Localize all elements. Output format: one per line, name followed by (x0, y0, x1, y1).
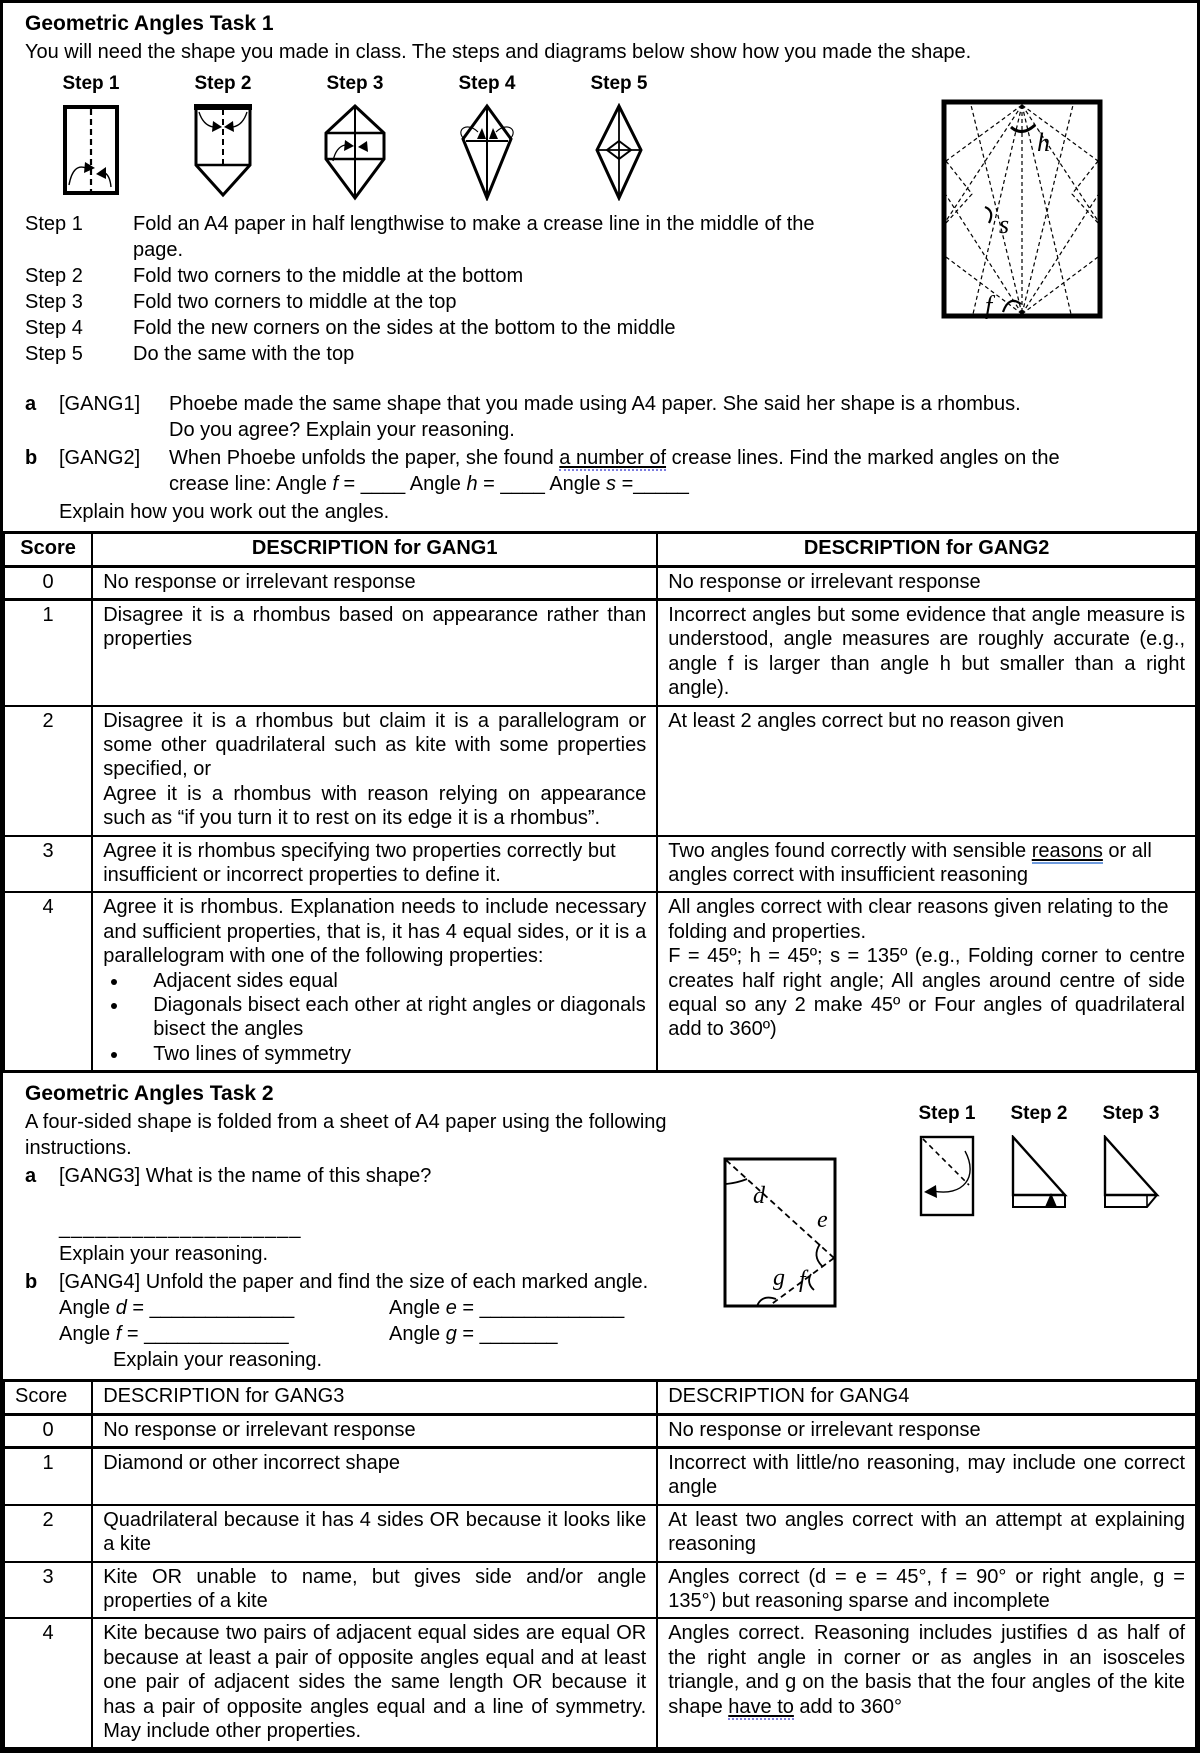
step3-row (25, 289, 865, 315)
gang4-desc-cell: At least two angles correct with an attempt at explaining reasoning (657, 1505, 1196, 1562)
question-b-marker: b (25, 447, 38, 470)
gang4-text-pre: Angles correct. Reasoning includes justifies d as half of the right angle in corner or as angles in an isosceles triangle, and g on the basis that the four angles of the kite shape (668, 1622, 1185, 1718)
step3-fold-diagram (323, 103, 387, 201)
step2-label: Step 2 (25, 265, 83, 288)
table2-row-score1 (4, 1448, 1196, 1505)
task1-step-figures (25, 73, 685, 201)
gang3-desc-cell: Kite because two pairs of adjacent equal sides are equal OR because at least a pair of opposite angles equal and at least one pair of adjacent sides the same length OR because it has a pair of opposite angles equal and a line of symmetry. May include other properties. (92, 1618, 657, 1748)
underlined-phrase: have to (728, 1695, 794, 1718)
task1-intro: You will need the shape you made in class. The steps and diagrams below show how you made the shape. (25, 41, 972, 64)
step3-text: Fold two corners to middle at the top (133, 291, 457, 314)
score-cell: 0 (4, 566, 92, 599)
gang4-desc-cell: Angles correct (d = e = 45°, f = 90° or right angle, g = 135°) but reasoning sparse and incomplete (657, 1562, 1196, 1619)
gang1-desc-cell: Agree it is rhombus specifying two properties correctly but insufficient or incorrect properties to define it. (92, 836, 657, 893)
angle-e-label: e (817, 1207, 828, 1234)
task1-step4-figure (421, 73, 553, 201)
question-a-line1: Phoebe made the same shape that you made using A4 paper. She said her shape is a rhombus. (169, 393, 1021, 416)
task1-section (3, 3, 1197, 531)
table2-row-score0 (4, 1414, 1196, 1447)
gang2-desc-cell (657, 892, 1196, 1071)
table2-score-header: Score (4, 1381, 92, 1414)
angle-d-letter: d (115, 1297, 127, 1320)
step5-label: Step 5 (25, 343, 83, 366)
task2-title: Geometric Angles Task 2 (25, 1082, 274, 1106)
gang2-desc-cell: Incorrect angles but some evidence that angle measure is understood, angle measures are roughly accurate (e.g., angle f is larger than angle h but smaller than a right angle). (657, 600, 1196, 706)
crease-pattern-svg (941, 99, 1103, 319)
table2-header-row (4, 1381, 1196, 1414)
gang4-desc-cell: Incorrect with little/no reasoning, may include one correct angle (657, 1448, 1196, 1505)
crease-pattern-diagram (941, 99, 1103, 324)
task2-explain1: Explain your reasoning. (59, 1243, 269, 1266)
angle-f-letter: f (115, 1323, 122, 1346)
gang2-desc-cell: At least 2 angles correct but no reason given (657, 706, 1196, 836)
angle-e-letter: e (445, 1297, 457, 1320)
gang1-paragraph: Agree it is a rhombus with reason relying on appearance such as “if you turn it to rest on its edge it is a rhombus”. (103, 782, 647, 830)
table1-gang1-header: DESCRIPTION for GANG1 (92, 533, 657, 566)
angle-s-label: s (999, 210, 1010, 239)
gang4-text-post: add to 360° (793, 1695, 902, 1718)
angle-f-letter: f (332, 473, 338, 496)
gang2-paragraph: F = 45º; h = 45º; s = 135º (e.g., Folding corner to centre creates half right angle; All angles around centre of side equal so any 2 make 45º or Four angles of quadrilateral add to 360º) (668, 945, 1185, 1041)
gang1-desc-cell: No response or irrelevant response (92, 566, 657, 599)
table1-row-score4 (4, 892, 1196, 1071)
gang2-desc-cell: No response or irrelevant response (657, 566, 1196, 599)
step5-caption: Step 5 (590, 73, 648, 95)
gang3-gang4-rubric (3, 1379, 1197, 1750)
table1-row-score0 (4, 566, 1196, 599)
angle-blanks-prefix: crease line: Angle (169, 473, 333, 496)
angle-d-blank (59, 1295, 389, 1321)
score-cell: 0 (4, 1414, 92, 1447)
underlined-word: reasons (1031, 839, 1103, 862)
step1-text: Fold an A4 paper in half lengthwise to make a crease line in the middle of the page. (133, 213, 815, 262)
gang1-desc-cell (92, 706, 657, 836)
angle-d-prefix: Angle (59, 1297, 116, 1320)
gang3-desc-cell: Diamond or other incorrect shape (92, 1448, 657, 1505)
task2-section (3, 1073, 1197, 1379)
gang1-desc-cell: Disagree it is a rhombus based on appearance rather than properties (92, 600, 657, 706)
step5-row (25, 341, 865, 367)
task2-step1-figure (901, 1103, 993, 1217)
gang3-question: [GANG3] What is the name of this shape? (59, 1165, 432, 1188)
task1-explain-line: Explain how you work out the angles. (59, 501, 390, 524)
angle-g-line: = _______ (456, 1323, 558, 1346)
task1-steps-list (25, 211, 865, 367)
gang1-gang2-rubric (3, 531, 1197, 1073)
question-a-marker: a (25, 393, 37, 416)
score-cell: 2 (4, 1505, 92, 1562)
gang4-desc-cell: No response or irrelevant response (657, 1414, 1196, 1447)
angle-e-line: = _____________ (456, 1297, 625, 1320)
angle-s-letter: s (606, 473, 617, 496)
question-b-pre: When Phoebe unfolds the paper, she found (169, 447, 560, 470)
question-a-text (169, 391, 1177, 443)
score-cell: 2 (4, 706, 92, 836)
score-cell: 4 (4, 892, 92, 1071)
question-b-text (169, 445, 1177, 497)
task2-body (25, 1109, 745, 1373)
step1-fold-diagram (61, 103, 121, 197)
table1-row-score1 (4, 600, 1196, 706)
angle-h-label: h (1037, 128, 1050, 157)
step2-fold-diagram (192, 103, 254, 201)
kite-shape-diagram (723, 1157, 837, 1314)
bullet-item: • Diagonals bisect each other at right angles or diagonals bisect the angles (129, 993, 646, 1042)
angle-f-label: f (799, 1267, 806, 1294)
kite-shape-svg (723, 1157, 837, 1309)
table2-row-score4 (4, 1618, 1196, 1748)
gang1-paragraph: Disagree it is a rhombus but claim it is a parallelogram or some other quadrilateral such as kite with some properties specified, or (103, 709, 647, 781)
angle-f-line: = _____________ (121, 1323, 289, 1346)
score-cell: 1 (4, 600, 92, 706)
task2-step2-caption: Step 2 (1010, 1103, 1068, 1125)
task1-step5-figure (553, 73, 685, 201)
question-b-row (25, 1269, 745, 1295)
gang3-desc-cell: Quadrilateral because it has 4 sides OR because it looks like a kite (92, 1505, 657, 1562)
task2-step2-diagram (1009, 1135, 1069, 1211)
question-b-row (25, 445, 1177, 497)
question-a-marker: a (25, 1165, 37, 1188)
step2-caption: Step 2 (194, 73, 252, 95)
gang3-desc-cell: Kite OR unable to name, but gives side and/or angle properties of a kite (92, 1562, 657, 1619)
angle-e-blank (389, 1295, 719, 1321)
task2-intro: A four-sided shape is folded from a sheet of A4 paper using the following instructions. (25, 1111, 667, 1160)
angle-h-blank: = ____ Angle (477, 473, 607, 496)
angle-g-letter: g (445, 1323, 457, 1346)
gang2-desc-cell (657, 836, 1196, 893)
task1-step3-figure (289, 73, 421, 201)
gang2-paragraph: All angles correct with clear reasons given relating to the folding and properties. (668, 896, 1169, 943)
task2-explain2: Explain your reasoning. (113, 1349, 323, 1372)
gang1-intro-paragraph: Agree it is rhombus. Explanation needs to include necessary and sufficient properties, that is, it has 4 equal sides, or it is a parallelogram with one of the following properties: (103, 896, 647, 968)
step2-row (25, 263, 865, 289)
gang1-bullet-list (129, 969, 646, 1067)
task1-title: Geometric Angles Task 1 (25, 12, 274, 35)
task2-step2-figure (993, 1103, 1085, 1217)
answer-blank-line: ____________________ (59, 1217, 302, 1240)
score-cell: 3 (4, 836, 92, 893)
gang2-tag: [GANG2] (59, 447, 141, 470)
gang4-question: [GANG4] Unfold the paper and find the size of each marked angle. (59, 1271, 649, 1294)
table1-gang2-header: DESCRIPTION for GANG2 (657, 533, 1196, 566)
task2-step1-diagram (919, 1135, 975, 1217)
score-cell: 4 (4, 1618, 92, 1748)
step5-text: Do the same with the top (133, 343, 355, 366)
task2-step3-figure (1085, 1103, 1177, 1217)
step4-fold-diagram (458, 103, 516, 201)
task1-step2-figure (157, 73, 289, 201)
gang4-desc-cell (657, 1618, 1196, 1748)
task2-step3-caption: Step 3 (1102, 1103, 1160, 1125)
angle-f-blank (59, 1321, 389, 1347)
step4-text: Fold the new corners on the sides at the bottom to the middle (133, 317, 676, 340)
score-cell: 3 (4, 1562, 92, 1619)
table2-gang4-header: DESCRIPTION for GANG4 (657, 1381, 1196, 1414)
step1-row (25, 211, 865, 263)
step2-text: Fold two corners to the middle at the bottom (133, 265, 524, 288)
question-a-line2: Do you agree? Explain your reasoning. (169, 419, 515, 442)
task2-step-figures (901, 1103, 1177, 1217)
angle-f-prefix: Angle (59, 1323, 116, 1346)
task1-questions (25, 391, 1177, 525)
table1-header-row (4, 533, 1196, 566)
angle-d-label: d (753, 1183, 765, 1210)
gang3-desc-cell: No response or irrelevant response (92, 1414, 657, 1447)
underlined-phrase: a number of (559, 447, 667, 470)
angle-g-label: g (773, 1265, 785, 1292)
table1-score-header: Score (4, 533, 92, 566)
score-cell: 1 (4, 1448, 92, 1505)
table1-row-score2 (4, 706, 1196, 836)
angle-f-label: f (985, 291, 993, 319)
angle-h-letter: h (466, 473, 478, 496)
gang1-tag: [GANG1] (59, 393, 141, 416)
angle-g-blank (389, 1321, 719, 1347)
question-b-marker: b (25, 1271, 38, 1294)
table2-row-score2 (4, 1505, 1196, 1562)
step4-row (25, 315, 865, 341)
step4-caption: Step 4 (458, 73, 516, 95)
step1-label: Step 1 (25, 213, 83, 236)
angle-d-line: = _____________ (126, 1297, 295, 1320)
table2-gang3-header: DESCRIPTION for GANG3 (92, 1381, 657, 1414)
bullet-item: • Two lines of symmetry (129, 1042, 646, 1066)
step5-fold-diagram (590, 103, 648, 201)
gang2-text-pre: Two angles found correctly with sensible (668, 839, 1032, 862)
step3-caption: Step 3 (326, 73, 384, 95)
task1-step1-figure (25, 73, 157, 201)
angle-e-prefix: Angle (389, 1297, 446, 1320)
table2-row-score3 (4, 1562, 1196, 1619)
question-b-post: crease lines. Find the marked angles on the (666, 447, 1060, 470)
angle-blanks-grid (59, 1295, 745, 1347)
angle-f-blank: = ____ Angle (338, 473, 467, 496)
step4-label: Step 4 (25, 317, 83, 340)
question-a-row (25, 391, 1177, 443)
step3-label: Step 3 (25, 291, 83, 314)
table1-row-score3 (4, 836, 1196, 893)
angle-s-blank: =_____ (616, 473, 689, 496)
question-a-row (25, 1163, 745, 1189)
gang1-desc-cell (92, 892, 657, 1071)
bullet-item: • Adjacent sides equal (129, 969, 646, 993)
step1-caption: Step 1 (62, 73, 120, 95)
gang2-text-post: or all angles correct with insufficient reasoning (668, 839, 1152, 886)
angle-g-prefix: Angle (389, 1323, 446, 1346)
task2-step1-caption: Step 1 (918, 1103, 976, 1125)
task2-step3-diagram (1101, 1135, 1161, 1211)
